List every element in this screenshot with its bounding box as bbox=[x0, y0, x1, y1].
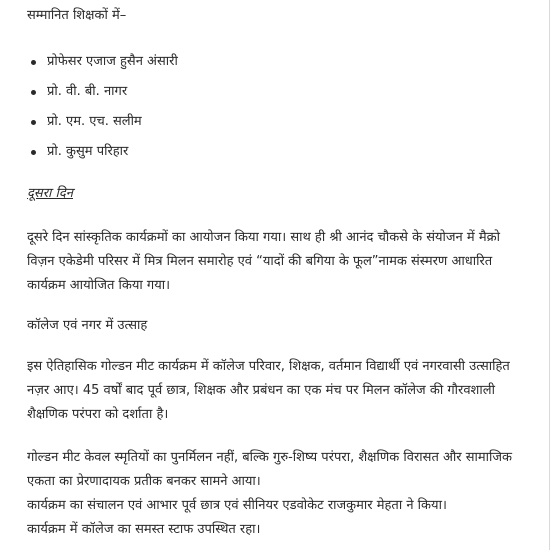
bullet-icon bbox=[31, 90, 36, 95]
staff-paragraph: कार्यक्रम में कॉलेज का समस्त स्टाफ उपस्थित रहा। bbox=[27, 522, 261, 537]
second-day-paragraph: दूसरे दिन सांस्कृतिक कार्यक्रमों का आयोजन किया गया। साथ ही श्री आनंद चौकसे के संयोजन में मैक्रो विज़न एकेडेमी परिसर में मित्र मिलन समारोह एवं “यादों की बगिया के फूल”नामक संस्मरण आधारित कार्यक्रम आयोजित किया गया। bbox=[27, 230, 500, 293]
list-item bbox=[27, 107, 497, 137]
bullet-icon bbox=[31, 120, 36, 125]
reunion-paragraph: गोल्डन मीट केवल स्मृतियों का पुनर्मिलन नहीं, बल्कि गुरु-शिष्य परंपरा, शैक्षणिक विरासत और सामाजिक एकता का प्रेरणादायक प्रतीक बनकर सामने आया। bbox=[27, 450, 513, 489]
second-day-heading: दूसरा दिन bbox=[27, 186, 73, 201]
honored-teachers-list bbox=[27, 47, 497, 167]
teacher-name: प्रो. कुसुम परिहार bbox=[47, 144, 129, 159]
bullet-icon bbox=[31, 150, 36, 155]
list-item bbox=[27, 47, 497, 77]
teacher-name: प्रो. वी. बी. नागर bbox=[47, 84, 128, 99]
teacher-name: प्रो. एम. एच. सलीम bbox=[47, 114, 142, 129]
enthusiasm-heading: कॉलेज एवं नगर में उत्साह bbox=[27, 318, 148, 333]
enthusiasm-paragraph: इस ऐतिहासिक गोल्डन मीट कार्यक्रम में कॉलेज परिवार, शिक्षक, वर्तमान विद्यार्थी एवं नगरवासी उत्साहित नज़र आए। 45 वर्षों बाद पूर्व छात्र, शिक्षक और प्रबंधन का एक मंच पर मिलन कॉलेज की गौरवशाली शैक्षणिक परंपरा को दर्शाता है। bbox=[27, 359, 510, 422]
bullet-icon bbox=[31, 60, 36, 65]
anchoring-paragraph: कार्यक्रम का संचालन एवं आभार पूर्व छात्र एवं सीनियर एडवोकेट राजकुमार मेहता ने किया। bbox=[27, 498, 447, 513]
list-item bbox=[27, 77, 497, 107]
list-item bbox=[27, 137, 497, 167]
teacher-name: प्रोफेसर एजाज हुसैन अंसारी bbox=[47, 54, 178, 69]
honored-teachers-intro: सम्मानित शिक्षकों में– bbox=[27, 8, 127, 23]
